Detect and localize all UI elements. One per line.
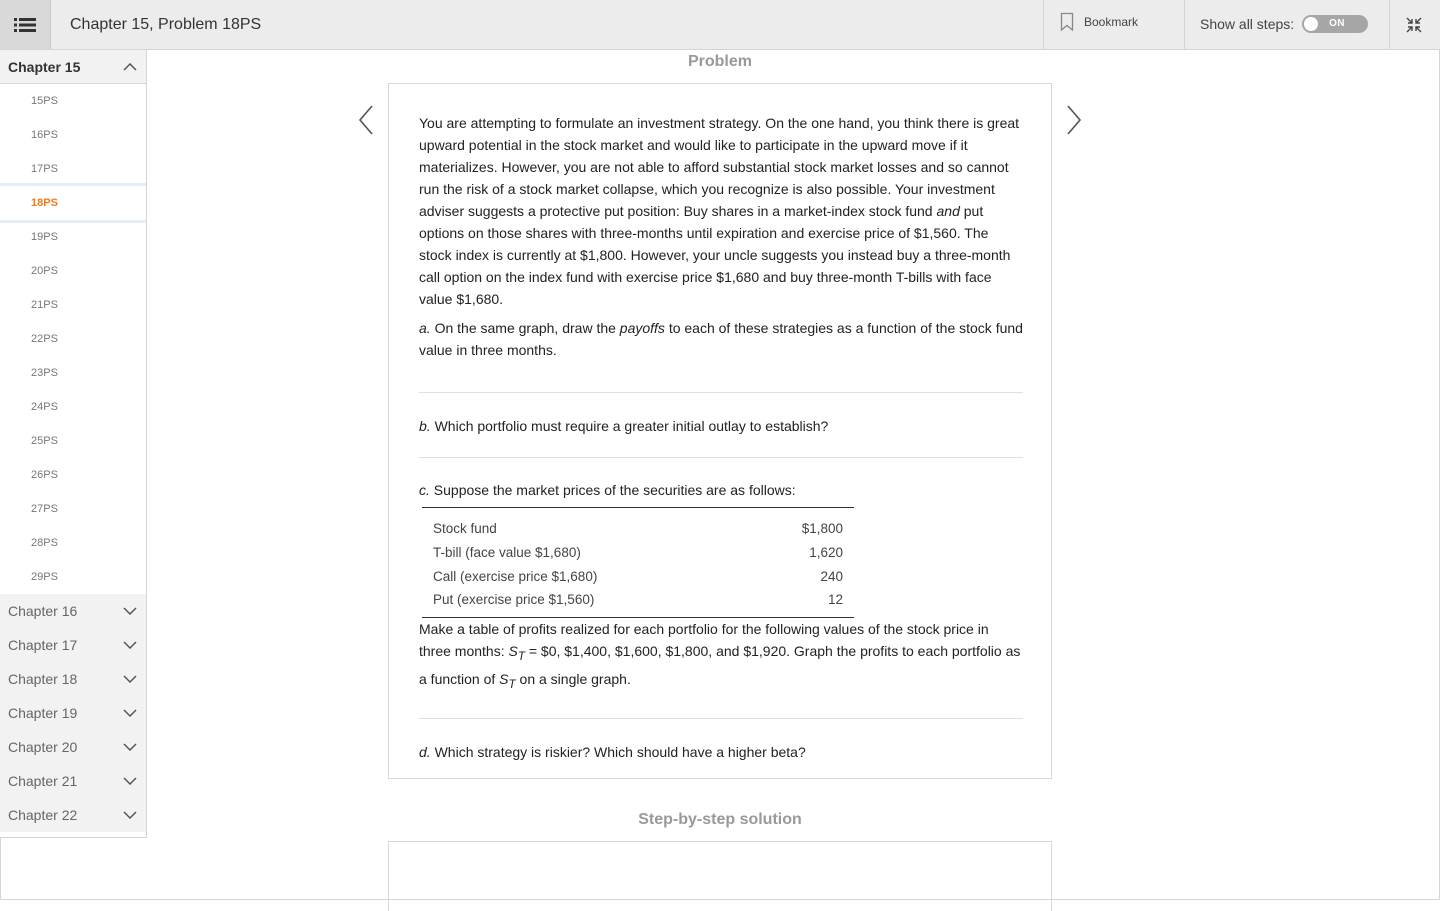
toolbar-divider <box>1043 0 1044 49</box>
chapter-label: Chapter 16 <box>8 603 78 619</box>
chapter-label: Chapter 15 <box>8 58 81 75</box>
problem-item[interactable]: 25PS <box>31 435 58 447</box>
menu-button[interactable] <box>0 0 51 49</box>
problem-item[interactable]: 26PS <box>31 469 58 481</box>
problem-body <box>419 112 1023 763</box>
problem-item[interactable]: 20PS <box>31 265 58 277</box>
st-symbol: S <box>499 670 509 687</box>
chapter-label: Chapter 18 <box>8 671 78 687</box>
intro-text-continued: put options on those shares with three-months until expiration and exercise price of $1,560. The stock index is currently at $1,800. However, your uncle suggests you instead buy a three-month call option on the index fund with exercise price $1,680 and buy three-month T-bills with face value $1,680. <box>419 203 1011 307</box>
table-row <box>422 508 854 541</box>
chevron-left-icon <box>356 104 376 136</box>
problem-item[interactable]: 22PS <box>31 333 58 345</box>
problem-item-selected[interactable]: 18PS <box>0 183 146 223</box>
chapter-header[interactable] <box>0 764 146 798</box>
part-a-text-continued: to each of these strategies as a function of the stock fund value in three months. <box>419 320 1023 358</box>
part-b-letter: b. <box>419 418 431 434</box>
chevron-down-icon <box>123 709 137 717</box>
problem-heading: Problem <box>687 53 752 70</box>
security-price: $1,800 <box>801 520 843 536</box>
chapter-header-active[interactable] <box>0 50 146 84</box>
part-b-text: Which portfolio must require a greater initial outlay to establish? <box>430 418 829 434</box>
page-border <box>0 838 1 900</box>
problem-list <box>0 84 146 594</box>
show-steps-toggle[interactable] <box>1302 15 1368 33</box>
chevron-right-icon <box>1064 104 1084 136</box>
bookmark-icon <box>1060 12 1074 32</box>
security-name: Put (exercise price $1,560) <box>433 591 595 607</box>
list-icon <box>14 17 36 33</box>
part-c-text: Suppose the market prices of the securities are as follows: <box>429 482 796 498</box>
part-a <box>419 317 1023 361</box>
toolbar-divider <box>1184 0 1185 49</box>
toggle-label: ON <box>1329 18 1345 29</box>
chevron-down-icon <box>123 811 137 819</box>
solution-card <box>388 841 1052 911</box>
chapter-label: Chapter 17 <box>8 637 78 653</box>
part-b <box>419 393 1023 457</box>
part-d <box>419 719 1023 763</box>
part-a-text: On the same graph, draw the <box>430 320 620 336</box>
chapter-sidebar <box>0 50 147 838</box>
previous-problem-button[interactable] <box>356 104 376 136</box>
part-d-letter: d. <box>419 743 431 760</box>
part-d-text: Which strategy is riskier? Which should have a higher beta? <box>430 743 806 760</box>
problem-item[interactable]: 19PS <box>31 231 58 243</box>
chapter-header[interactable] <box>0 730 146 764</box>
toolbar-divider <box>1389 0 1390 49</box>
part-c-instructions <box>419 618 1023 696</box>
table-row <box>422 541 854 565</box>
problem-intro <box>419 112 1023 310</box>
chevron-down-icon <box>123 743 137 751</box>
page-title: Chapter 15, Problem 18PS <box>70 16 262 33</box>
security-name: Call (exercise price $1,680) <box>433 568 598 584</box>
next-problem-button[interactable] <box>1064 104 1084 136</box>
chevron-down-icon <box>123 777 137 785</box>
chapter-label: Chapter 20 <box>8 739 78 755</box>
bookmark-label: Bookmark <box>1084 15 1139 29</box>
chapter-header[interactable] <box>0 662 146 696</box>
part-c-instructions-text: = $0, $1,400, $1,600, $1,800, and $1,920. Graph the profits to each portfolio as a function of <box>419 643 1021 687</box>
collapse-button[interactable] <box>1400 12 1428 38</box>
solution-heading: Step-by-step solution <box>638 811 802 828</box>
chapter-header[interactable] <box>0 628 146 662</box>
problem-item[interactable]: 28PS <box>31 537 58 549</box>
chevron-down-icon <box>123 641 137 649</box>
show-steps-control <box>1200 15 1368 33</box>
security-price: 1,620 <box>809 544 843 560</box>
part-c-instructions-text: on a single graph. <box>515 670 631 687</box>
problem-item[interactable]: 24PS <box>31 401 58 413</box>
chapter-header[interactable] <box>0 594 146 628</box>
security-price: 12 <box>827 591 843 607</box>
problem-item[interactable]: 29PS <box>31 571 58 583</box>
table-row <box>422 565 854 589</box>
chapter-header[interactable] <box>0 798 146 832</box>
collapse-icon <box>1406 17 1422 33</box>
part-a-emphasis: payoffs <box>619 320 665 336</box>
part-c <box>419 458 1023 501</box>
problem-item[interactable]: 16PS <box>31 129 58 141</box>
security-price: 240 <box>820 568 843 584</box>
intro-emphasis: and <box>936 203 960 219</box>
st-subscript: T <box>508 677 516 691</box>
show-steps-label: Show all steps: <box>1200 16 1295 32</box>
table-row <box>422 589 854 618</box>
intro-text: You are attempting to formulate an investment strategy. On the one hand, you think there is great upward potential in the stock market and would like to participate in the upward move if it materializes. However, you are not able to afford substantial stock market losses and so cannot run the risk of a stock market collapse, which you recognize is also possible. Your investment adviser suggests a protective put position: Buy shares in a market-index stock fund <box>419 115 1020 219</box>
chevron-up-icon <box>123 63 137 71</box>
security-name: T-bill (face value $1,680) <box>433 544 581 560</box>
part-c-letter: c. <box>419 482 430 498</box>
toggle-knob <box>1304 17 1318 31</box>
chevron-down-icon <box>123 675 137 683</box>
problem-card <box>388 83 1052 779</box>
st-symbol: S <box>508 643 518 659</box>
chevron-down-icon <box>123 607 137 615</box>
collapsed-chapters <box>0 594 146 832</box>
chapter-label: Chapter 21 <box>8 773 78 789</box>
chapter-label: Chapter 19 <box>8 705 78 721</box>
part-c-instructions-text: Make a table of profits realized for each portfolio for the following values of the stock price in three months: <box>419 621 989 659</box>
top-bar <box>0 0 1440 50</box>
chapter-header[interactable] <box>0 696 146 730</box>
problem-item[interactable]: 21PS <box>31 299 58 311</box>
security-name: Stock fund <box>433 520 497 536</box>
problem-item[interactable]: 23PS <box>31 367 58 379</box>
problem-item[interactable]: 15PS <box>31 95 58 107</box>
price-table <box>422 507 854 618</box>
st-subscript: T <box>517 649 525 663</box>
problem-item[interactable]: 17PS <box>31 163 58 175</box>
problem-item[interactable]: 27PS <box>31 503 58 515</box>
part-a-letter: a. <box>419 320 431 336</box>
chapter-label: Chapter 22 <box>8 807 78 823</box>
bookmark-button[interactable] <box>1060 12 1138 32</box>
